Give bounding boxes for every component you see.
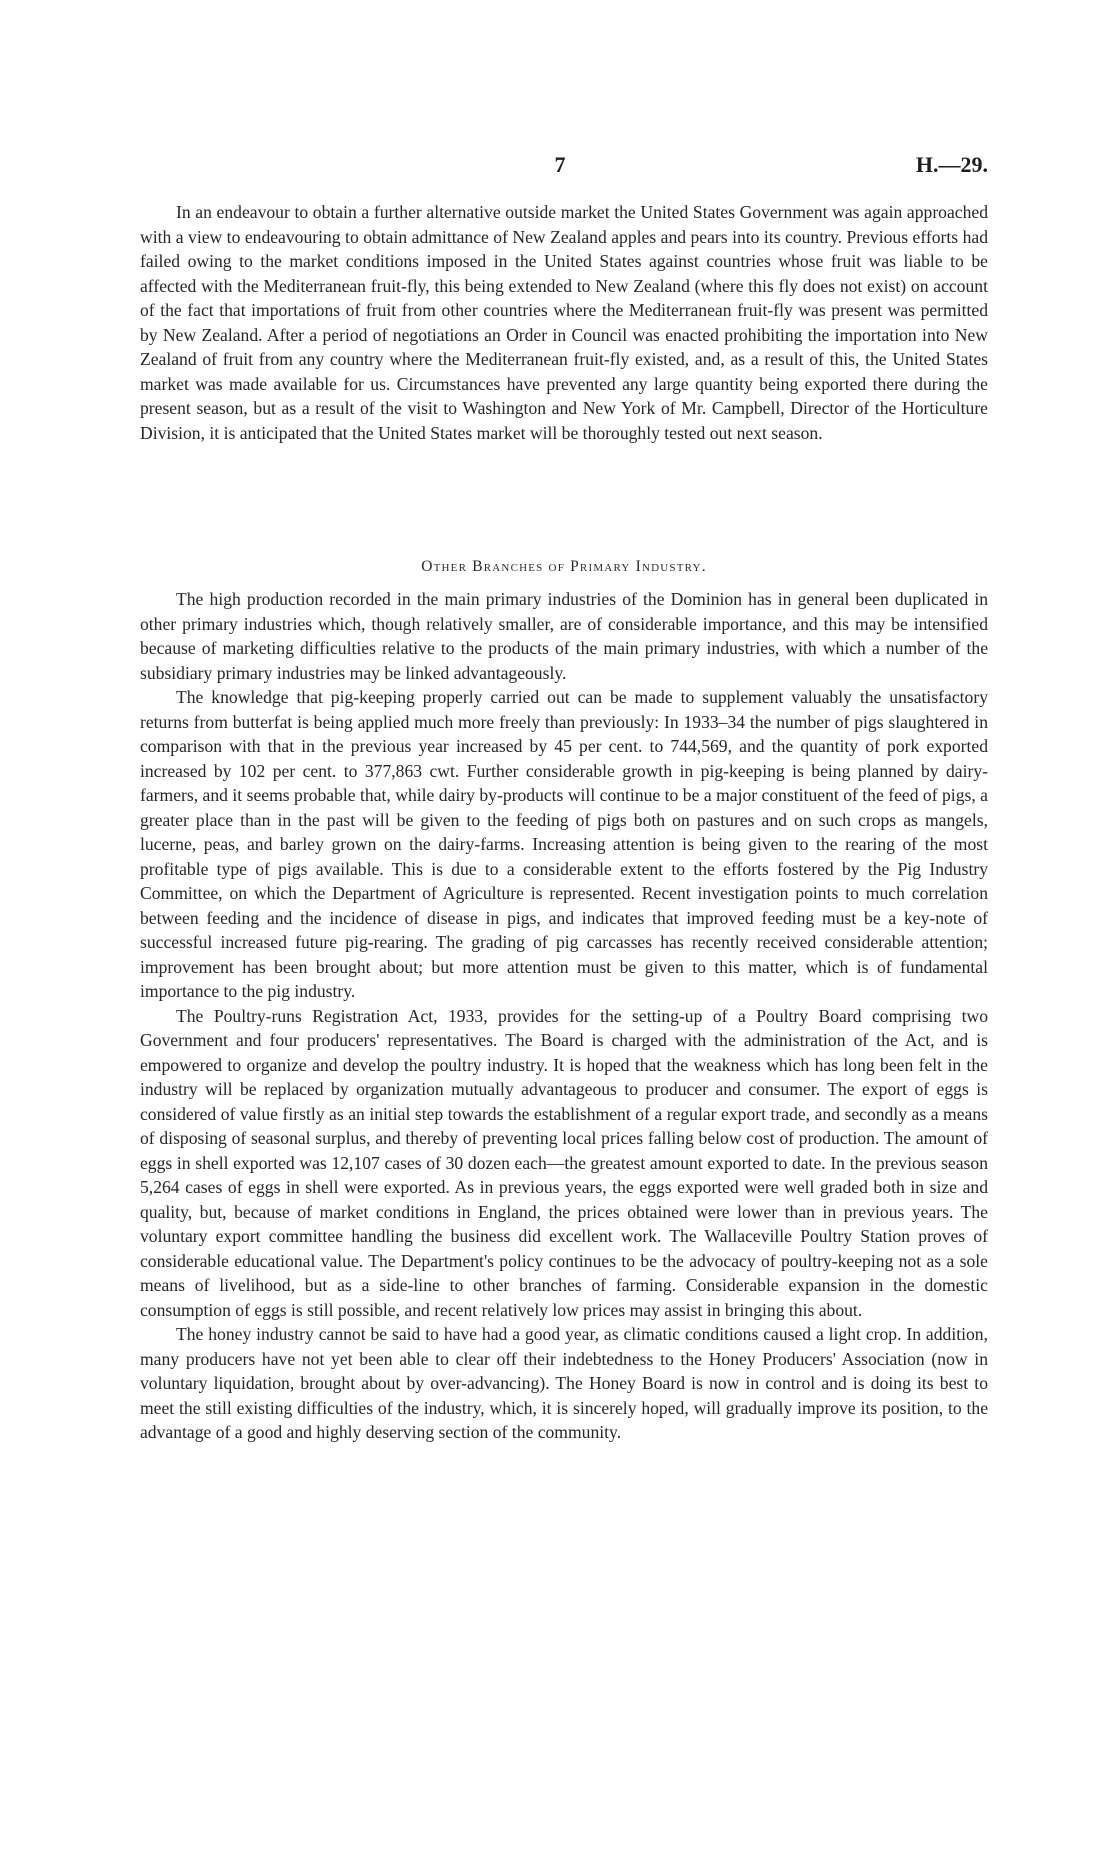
- paragraph-us-market: In an endeavour to obtain a further alternative outside market the United States Government was again approached with a view to endeavouring to obtain admittance of New Zealand apples and pears into its country. Previous efforts had failed owing to the market conditions imposed in the United States against countries whose fruit was liable to be affected with the Mediterranean fruit-fly, this being extended to New Zealand (where this fly does not exist) on account of the fact that importations of fruit from other countries where the Mediterranean fruit-fly was present was permitted by New Zealand. After a period of negotiations an Order in Council was enacted prohibiting the importation into New Zealand of fruit from any country where the Mediterranean fruit-fly existed, and, as a result of this, the United States market was made available for us. Circumstances have prevented any large quantity being exported there during the present season, but as a result of the visit to Washington and New York of Mr. Campbell, Director of the Horticulture Division, it is anticipated that the United States market will be thoroughly tested out next season.: [140, 202, 988, 443]
- paragraph-honey: The honey industry cannot be said to have had a good year, as climatic conditions caused a light crop. In addition, many producers have not yet been able to clear off their indebtedness to the Honey Producers' Association (now in voluntary liquidation, brought about by over-advancing). The Honey Board is now in control and is doing its best to meet the still existing difficulties of the industry, which, it is sincerely hoped, will gradually improve its position, to the advantage of a good and highly deserving section of the community.: [140, 1324, 988, 1442]
- paragraph-high-production: The high production recorded in the main primary industries of the Dominion has in general been duplicated in other primary industries which, though relatively smaller, are of considerable importance, and this may be intensified because of marketing difficulties relative to the products of the main primary industries, with which a number of the subsidiary primary industries may be linked advantageously.: [140, 589, 988, 683]
- paragraph-pig-keeping: The knowledge that pig-keeping properly carried out can be made to supplement valuably the unsatisfactory returns from butterfat is being applied much more freely than previously: In 1933–34 the number of pigs slaughtered in comparison with that in the previous year increased by 45 per cent. to 744,569, and the quantity of pork exported increased by 102 per cent. to 377,863 cwt. Further considerable growth in pig-keeping is being planned by dairy-farmers, and it seems probable that, while dairy by-products will continue to be a major constituent of the feed of pigs, a greater place than in the past will be given to the feeding of pigs both on pastures and on such crops as mangels, lucerne, peas, and barley grown on the dairy-farms. Increasing attention is being given to the rearing of the most profitable type of pigs available. This is due to a considerable extent to the efforts fostered by the Pig Industry Committee, on which the Department of Agriculture is represented. Recent investigation points to much correlation between feeding and the incidence of disease in pigs, and indicates that improved feeding must be a key-note of successful increased future pig-rearing. The grading of pig carcasses has recently received considerable attention; improvement has been brought about; but more attention must be given to this matter, which is of fundamental importance to the pig industry.: [140, 687, 988, 1001]
- paragraph-poultry: The Poultry-runs Registration Act, 1933, provides for the setting-up of a Poultry Board comprising two Government and four producers' representatives. The Board is charged with the administration of the Act, and is empowered to organize and develop the poultry industry. It is hoped that the weakness which has long been felt in the industry will be replaced by organization mutually advantageous to producer and consumer. The export of eggs is considered of value firstly as an initial step towards the establishment of a regular export trade, and secondly as a means of disposing of seasonal surplus, and thereby of preventing local prices falling below cost of production. The amount of eggs in shell exported was 12,107 cases of 30 dozen each—the greatest amount exported to date. In the previous season 5,264 cases of eggs in shell were exported. As in previous years, the eggs exported were well graded both in size and quality, but, because of market conditions in England, the prices obtained were lower than in previous years. The voluntary export committee handling the business did excellent work. The Wallaceville Poultry Station proves of considerable educational value. The Department's policy continues to be the advocacy of poultry-keeping not as a sole means of livelihood, but as a side-line to other branches of farming. Considerable expansion in the domestic consumption of eggs is still possible, and recent relatively low prices may assist in bringing this about.: [140, 1005, 988, 1320]
- page-number: 7: [554, 152, 566, 177]
- document-reference: H.—29.: [915, 152, 988, 177]
- intro-text-block: [140, 200, 988, 445]
- section-heading: Other Branches of Primary Industry.: [421, 558, 707, 575]
- section-text-block: [140, 587, 988, 1445]
